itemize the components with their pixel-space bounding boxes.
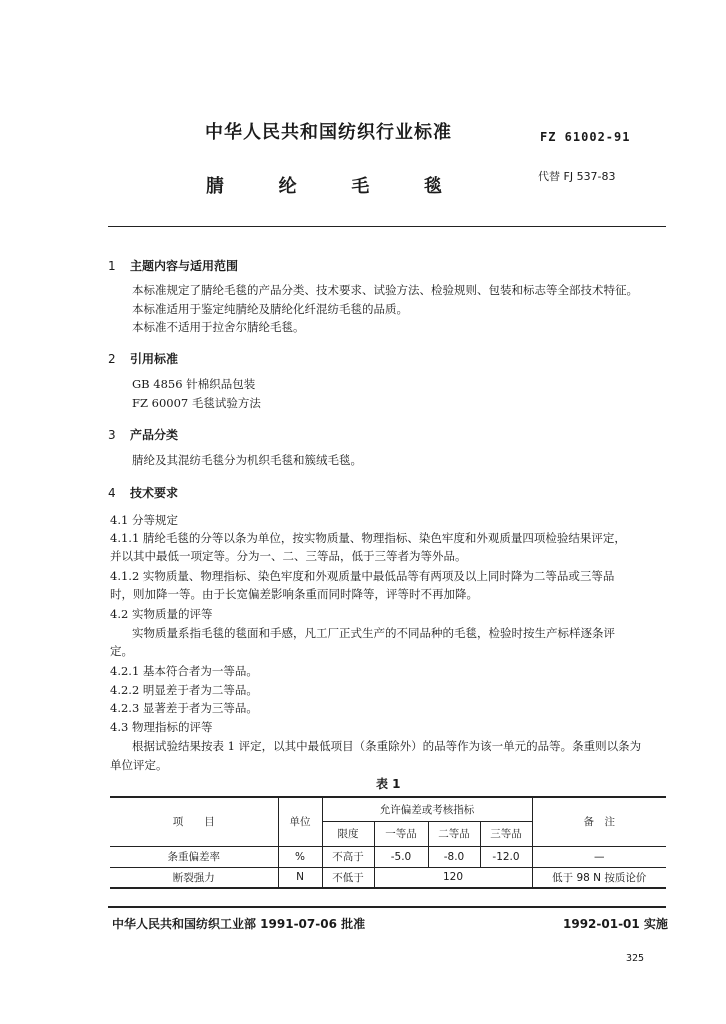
clause-4-2-2: 4.2.2 明显差于者为二等品。	[110, 683, 258, 697]
approval-line: 中华人民共和国纺织工业部 1991-07-06 批准	[112, 917, 366, 931]
section-1-para-1: 本标准规定了腈纶毛毯的产品分类、技术要求、试验方法、检验规则、包装和标志等全部技术特征。	[132, 283, 638, 297]
row-grade-1: -5.0	[374, 846, 428, 867]
title-char: 纶	[278, 176, 297, 197]
clause-4-2-3: 4.2.3 显著差于者为三等品。	[110, 701, 258, 715]
reference-1: GB 4856 针棉织品包装	[132, 377, 256, 391]
clause-4-3: 4.3 物理指标的评等	[110, 720, 213, 734]
clause-4-3-line-1: 根据试验结果按表 1 评定，以其中最低项目（条重除外）的品等作为该一单元的品等。条重则以条为	[132, 739, 642, 753]
header-grade-3: 三等品	[480, 821, 532, 846]
row-limit: 不高于	[322, 846, 374, 867]
title-char: 毯	[423, 176, 442, 197]
header-grade-2: 二等品	[428, 821, 480, 846]
section-3-heading: 3 产品分类	[108, 428, 179, 442]
clause-4-2-1: 4.2.1 基本符合者为一等品。	[110, 664, 258, 678]
row-grade-3: -12.0	[480, 846, 532, 867]
section-2-heading: 2 引用标准	[108, 352, 179, 366]
section-1-para-3: 本标准不适用于拉舍尔腈纶毛毯。	[132, 320, 305, 334]
section-3-para-1: 腈纶及其混纺毛毯分为机织毛毯和簇绒毛毯。	[132, 453, 362, 467]
reference-2: FZ 60007 毛毯试验方法	[132, 396, 261, 410]
header-unit: 单位	[278, 797, 322, 846]
implementation-date: 1992-01-01 实施	[563, 917, 668, 931]
clause-4-1: 4.1 分等规定	[110, 513, 178, 527]
clause-4-2-line-2: 定。	[110, 644, 133, 658]
title-char: 毛	[351, 176, 370, 197]
clause-4-1-2-line-2: 时，则加降一等。由于长宽偏差影响条重而同时降等，评等时不再加降。	[110, 587, 478, 601]
header-grade-1: 一等品	[374, 821, 428, 846]
section-4-heading: 4 技术要求	[108, 486, 179, 500]
header-tolerance-group: 允许偏差或考核指标	[322, 797, 532, 821]
standard-category-title: 中华人民共和国纺织行业标准	[205, 122, 452, 143]
section-1-heading: 1 主题内容与适用范围	[108, 259, 239, 273]
header-limit: 限度	[322, 821, 374, 846]
replaces-standard: 代替 FJ 537-83	[538, 170, 616, 183]
standard-number: FZ 61002-91	[540, 130, 631, 144]
table-row	[110, 846, 666, 867]
table-1-caption: 表 1	[376, 777, 401, 791]
section-1-para-2: 本标准适用于鉴定纯腈纶及腈纶化纤混纺毛毯的品质。	[132, 302, 408, 316]
clause-4-1-1-line-2: 并以其中最低一项定等。分为一、二、三等品，低于三等者为等外品。	[110, 549, 467, 563]
clause-4-1-2-line-1: 4.1.2 实物质量、物理指标、染色牢度和外观质量中最低品等有两项及以上同时降为二等品或三等品	[110, 569, 615, 583]
footer-divider	[108, 906, 666, 908]
clause-4-2: 4.2 实物质量的评等	[110, 607, 213, 621]
row-limit: 不低于	[322, 867, 374, 888]
row-merged-value: 120	[374, 867, 532, 888]
clause-4-2-line-1: 实物质量系指毛毯的毯面和手感，凡工厂正式生产的不同品种的毛毯，检验时按生产标样逐条评	[132, 626, 615, 640]
header-divider	[108, 226, 666, 227]
clause-4-3-line-2: 单位评定。	[110, 758, 168, 772]
table-1	[110, 796, 666, 889]
row-unit: N	[278, 867, 322, 888]
row-grade-2: -8.0	[428, 846, 480, 867]
row-remark: —	[532, 846, 666, 867]
table-row	[110, 867, 666, 888]
row-item: 条重偏差率	[110, 846, 278, 867]
document-title	[206, 172, 442, 198]
header-item: 项 目	[110, 797, 278, 846]
header-remark: 备 注	[532, 797, 666, 846]
row-unit: %	[278, 846, 322, 867]
title-char: 腈	[206, 176, 224, 197]
row-remark: 低于 98 N 按质论价	[532, 867, 666, 888]
page-number: 325	[626, 953, 645, 964]
clause-4-1-1-line-1: 4.1.1 腈纶毛毯的分等以条为单位，按实物质量、物理指标、染色牢度和外观质量四项检验结果评定，	[110, 531, 626, 545]
row-item: 断裂强力	[110, 867, 278, 888]
